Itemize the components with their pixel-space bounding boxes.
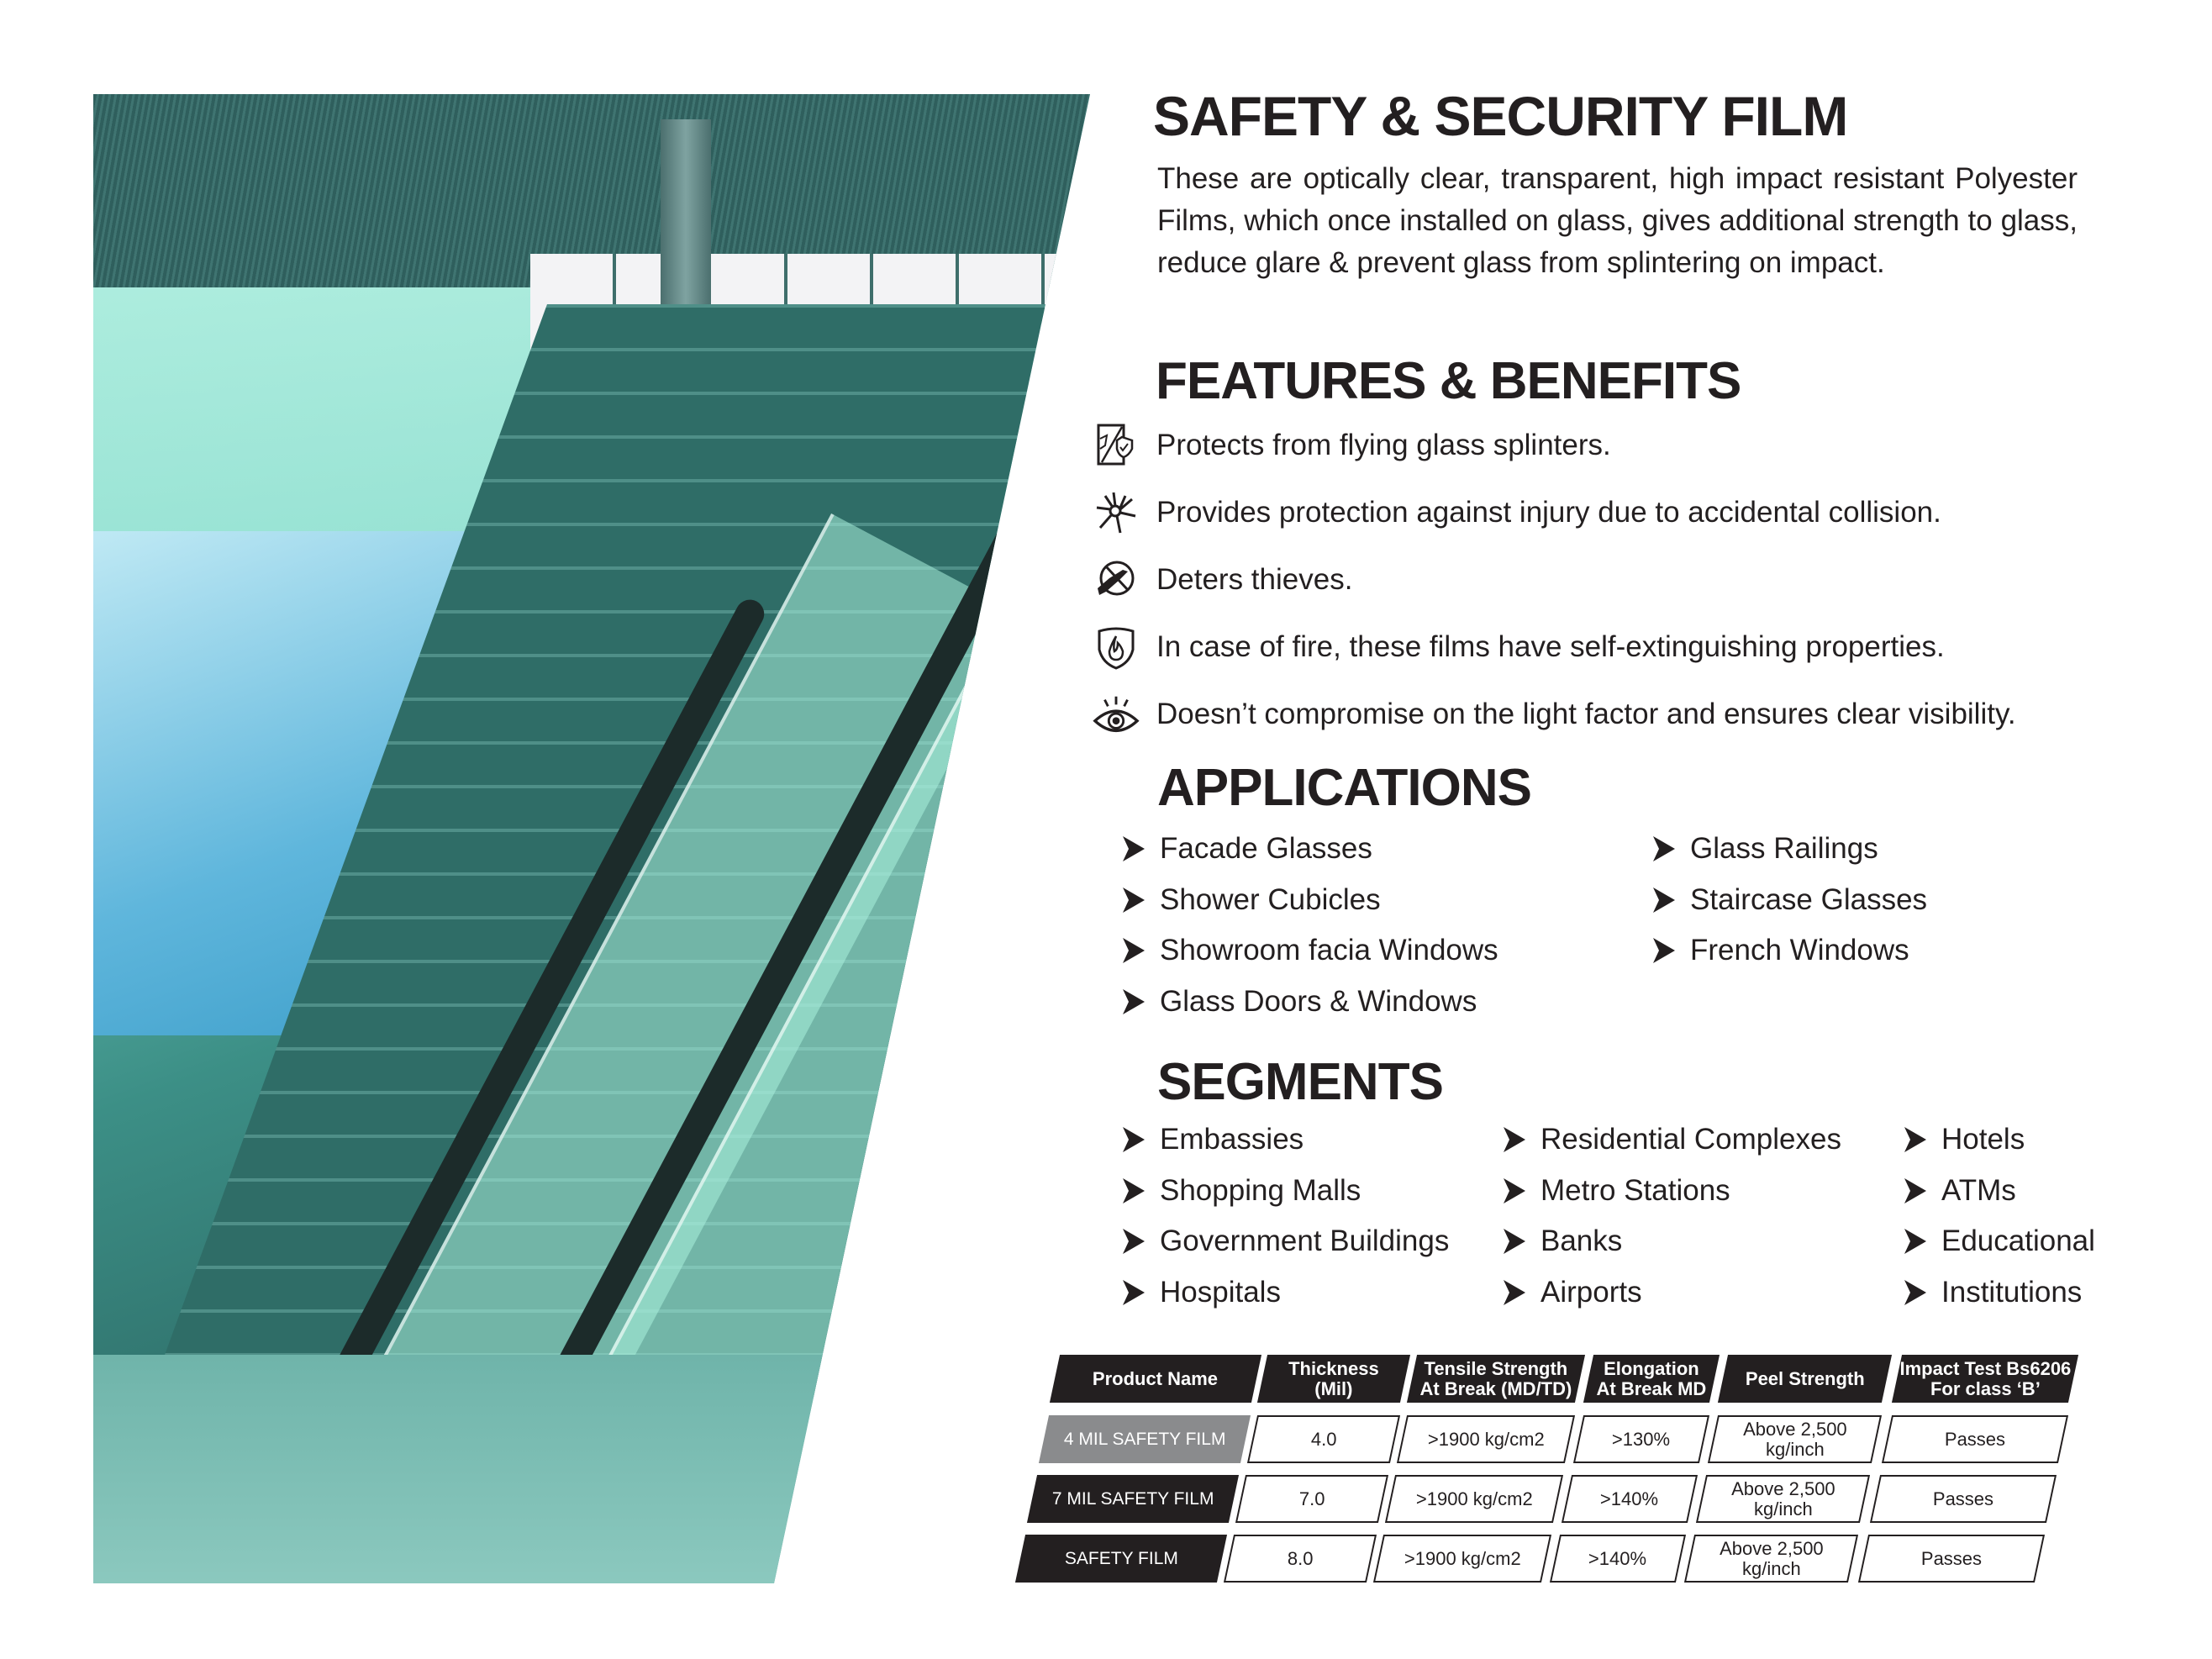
segment-item: Embassies <box>1123 1123 1304 1156</box>
glass-crack-impact-icon <box>1093 489 1140 536</box>
chevron-right-icon <box>1653 836 1675 861</box>
application-item: Shower Cubicles <box>1123 883 1381 917</box>
segment-item: Institutions <box>1904 1276 2082 1309</box>
chevron-right-icon <box>1653 938 1675 963</box>
table-cell: >140% <box>1550 1535 1686 1583</box>
table-cell: 4.0 <box>1247 1415 1400 1463</box>
table-header: Impact Test Bs6206 For class ‘B’ <box>1892 1355 2078 1403</box>
segment-item: Hospitals <box>1123 1276 1281 1309</box>
feature-text: Provides protection against injury due to accidental collision. <box>1156 496 1941 529</box>
table-header: Elongation At Break MD <box>1583 1355 1720 1403</box>
fire-shield-icon <box>1093 624 1140 671</box>
table-cell: Passes <box>1882 1415 2068 1463</box>
feature-item <box>1093 622 1945 672</box>
chevron-right-icon <box>1123 989 1145 1014</box>
table-cell: >1900 kg/cm2 <box>1385 1475 1563 1523</box>
shattered-glass-shield-icon <box>1093 422 1140 469</box>
application-item: Showroom facia Windows <box>1123 934 1498 967</box>
table-cell: 7.0 <box>1235 1475 1388 1523</box>
feature-item <box>1093 555 1352 605</box>
segment-item: ATMs <box>1904 1174 2016 1208</box>
chevron-right-icon <box>1504 1280 1525 1305</box>
segment-item: Residential Complexes <box>1504 1123 1841 1156</box>
table-row-name: SAFETY FILM <box>1015 1535 1227 1583</box>
feature-text: In case of fire, these films have self-extinguishing properties. <box>1156 630 1945 663</box>
table-header: Thickness (Mil) <box>1257 1355 1410 1403</box>
escalator-photo <box>93 94 1102 1583</box>
table-cell: Passes <box>1870 1475 2057 1523</box>
floor <box>93 1355 1102 1583</box>
no-thief-hand-icon <box>1093 556 1140 603</box>
chevron-right-icon <box>1504 1178 1525 1203</box>
table-cell: Above 2,500 kg/inch <box>1696 1475 1870 1523</box>
chevron-right-icon <box>1904 1280 1926 1305</box>
segment-item: Airports <box>1504 1276 1642 1309</box>
table-cell: Above 2,500 kg/inch <box>1684 1535 1858 1583</box>
chevron-right-icon <box>1904 1178 1926 1203</box>
table-cell: >1900 kg/cm2 <box>1397 1415 1575 1463</box>
feature-text: Doesn’t compromise on the light factor and ensures clear visibility. <box>1156 698 2016 730</box>
chevron-right-icon <box>1123 887 1145 913</box>
eye-visibility-icon <box>1093 691 1140 738</box>
chevron-right-icon <box>1504 1229 1525 1254</box>
segment-item: Educational <box>1904 1224 2095 1258</box>
table-cell: >140% <box>1562 1475 1698 1523</box>
chevron-right-icon <box>1123 1127 1145 1152</box>
segment-item: Government Buildings <box>1123 1224 1449 1258</box>
feature-item <box>1093 487 1941 538</box>
intro-paragraph: These are optically clear, transparent, high impact resistant Polyester Films, which once installed on glass, gives additional strength to glass, reduce glare & prevent glass from splintering on impact. <box>1157 162 2078 279</box>
table-header: Peel Strength <box>1718 1355 1892 1403</box>
table-header: Product Name <box>1050 1355 1261 1403</box>
feature-text: Protects from flying glass splinters. <box>1156 429 1611 461</box>
feature-item <box>1093 420 1611 471</box>
application-item: Facade Glasses <box>1123 832 1372 866</box>
table-row-name: 4 MIL SAFETY FILM <box>1039 1415 1251 1463</box>
application-item: Staircase Glasses <box>1653 883 1927 917</box>
table-row-name: 7 MIL SAFETY FILM <box>1027 1475 1239 1523</box>
chevron-right-icon <box>1123 1178 1145 1203</box>
applications-heading: APPLICATIONS <box>1157 759 1531 817</box>
features-heading: FEATURES & BENEFITS <box>1156 352 1741 410</box>
table-cell: >1900 kg/cm2 <box>1373 1535 1551 1583</box>
chevron-right-icon <box>1504 1127 1525 1152</box>
chevron-right-icon <box>1123 1229 1145 1254</box>
application-item: French Windows <box>1653 934 1909 967</box>
table-header: Tensile Strength At Break (MD/TD) <box>1407 1355 1585 1403</box>
segments-heading: SEGMENTS <box>1157 1053 1443 1111</box>
application-item: Glass Railings <box>1653 832 1878 866</box>
table-cell: Passes <box>1858 1535 2045 1583</box>
segment-item: Shopping Malls <box>1123 1174 1361 1208</box>
segment-item: Metro Stations <box>1504 1174 1730 1208</box>
segment-item: Hotels <box>1904 1123 2025 1156</box>
application-item: Glass Doors & Windows <box>1123 985 1477 1019</box>
chevron-right-icon <box>1123 836 1145 861</box>
feature-text: Deters thieves. <box>1156 563 1353 596</box>
chevron-right-icon <box>1904 1229 1926 1254</box>
feature-item <box>1093 689 2016 740</box>
table-cell: >130% <box>1573 1415 1709 1463</box>
page-title: SAFETY & SECURITY FILM <box>1153 85 1848 147</box>
chevron-right-icon <box>1123 1280 1145 1305</box>
segment-item: Banks <box>1504 1224 1622 1258</box>
table-cell: 8.0 <box>1224 1535 1377 1583</box>
chevron-right-icon <box>1123 938 1145 963</box>
table-cell: Above 2,500 kg/inch <box>1708 1415 1882 1463</box>
chevron-right-icon <box>1904 1127 1926 1152</box>
chevron-right-icon <box>1653 887 1675 913</box>
